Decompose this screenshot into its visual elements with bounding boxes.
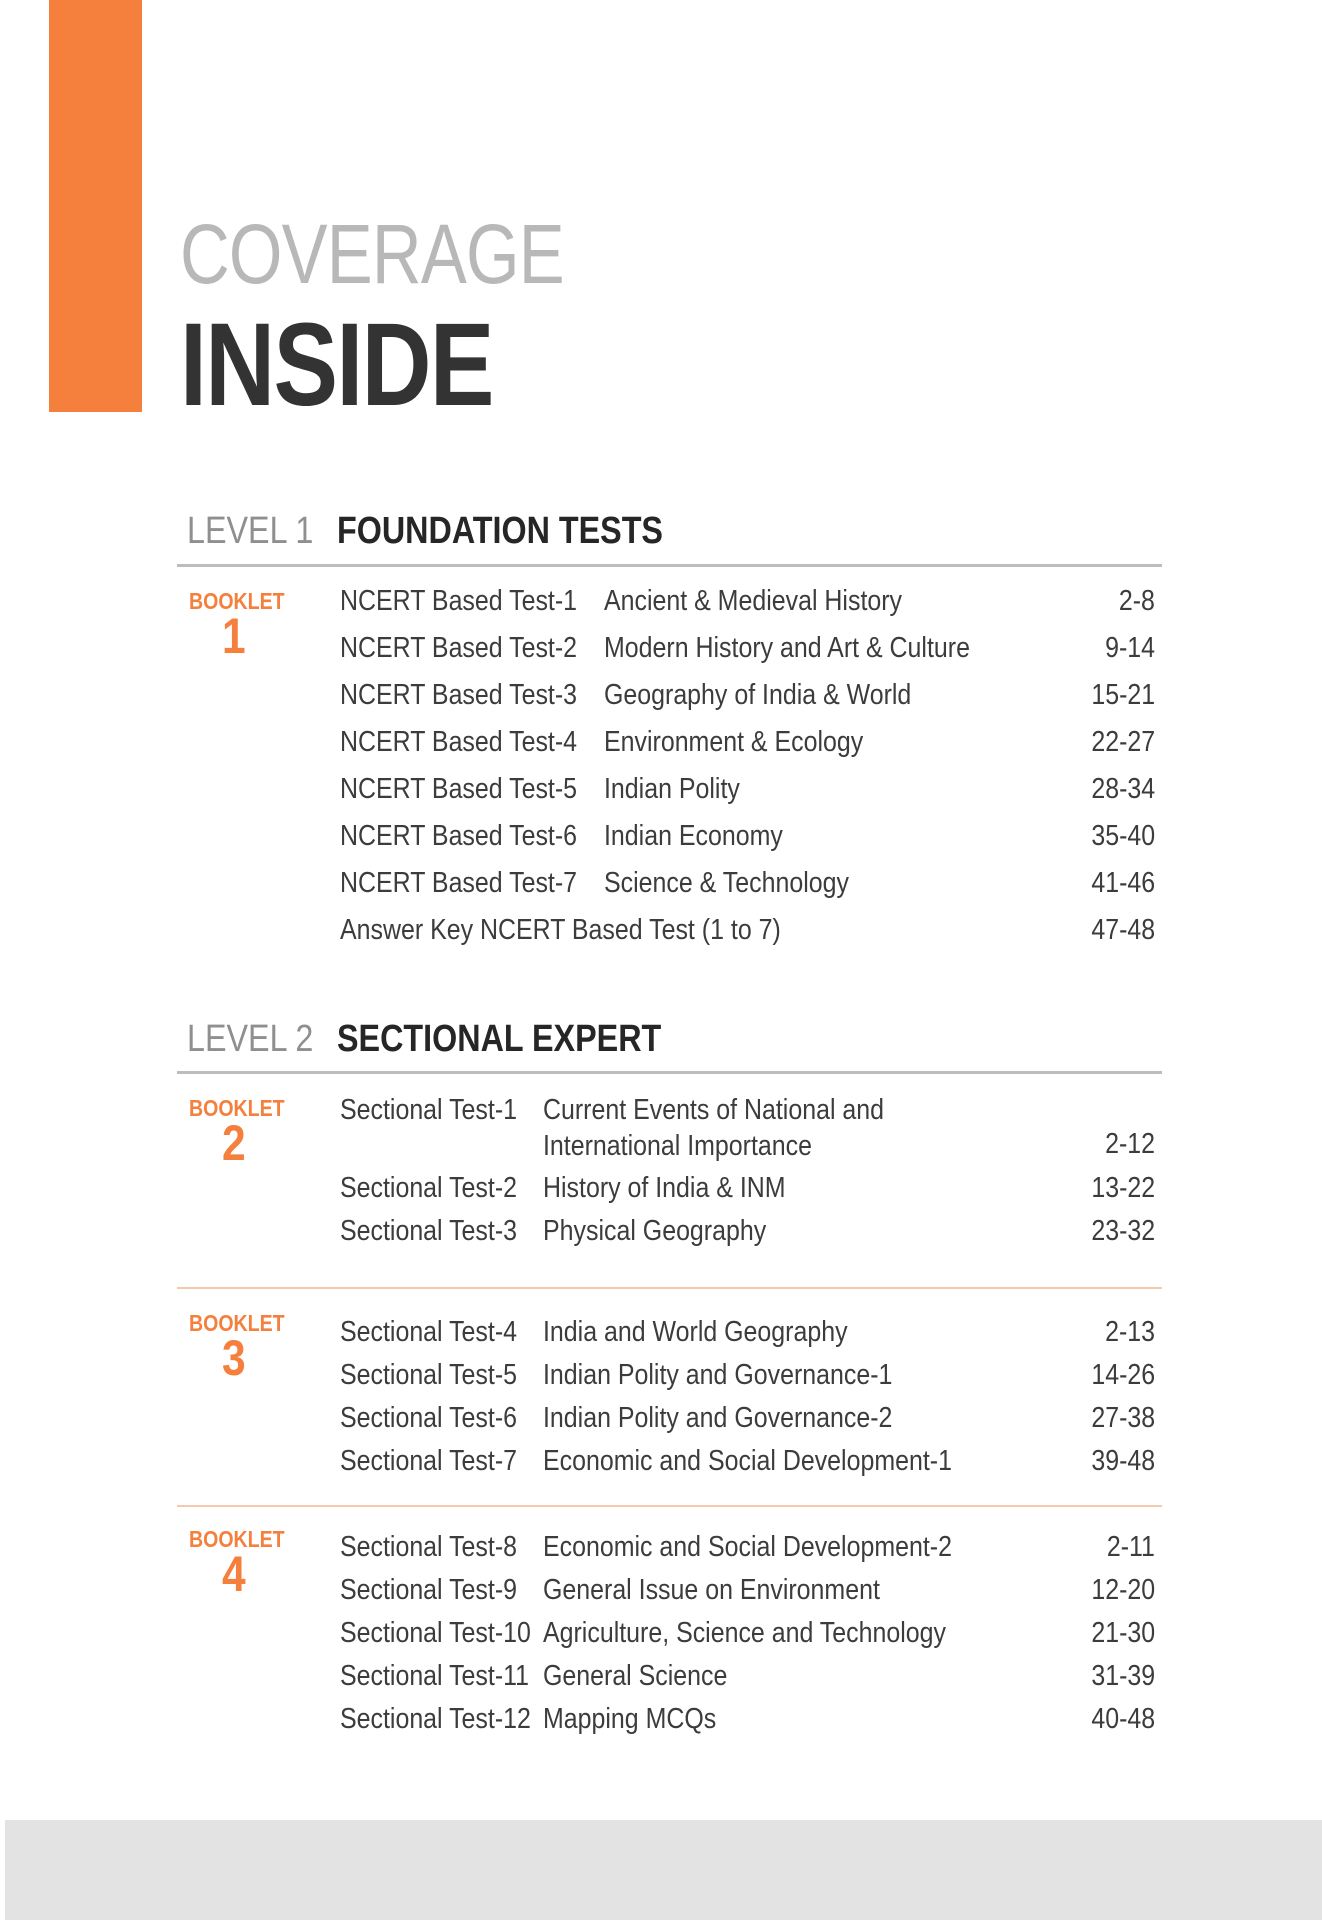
page-range: 23-32 bbox=[1091, 1215, 1155, 1247]
subject-name: Physical Geography bbox=[543, 1215, 767, 1247]
toc-row bbox=[340, 1316, 1155, 1362]
level-title: FOUNDATION TESTS bbox=[337, 510, 663, 552]
booklet-label: BOOKLET bbox=[189, 1526, 285, 1552]
test-name: Sectional Test-12 bbox=[340, 1703, 531, 1735]
toc-row bbox=[340, 679, 1155, 725]
page-range: 31-39 bbox=[1091, 1660, 1155, 1692]
test-name: Sectional Test-10 bbox=[340, 1617, 531, 1649]
subject-name: India and World Geography bbox=[543, 1316, 848, 1348]
test-name: Sectional Test-8 bbox=[340, 1531, 517, 1563]
page-range: 39-48 bbox=[1091, 1445, 1155, 1477]
page-range: 47-48 bbox=[1091, 914, 1155, 946]
test-name: NCERT Based Test-7 bbox=[340, 867, 578, 899]
subject-name: Mapping MCQs bbox=[543, 1703, 717, 1735]
subject-name: History of India & INM bbox=[543, 1172, 786, 1204]
booklet-number: 1 bbox=[222, 608, 246, 664]
test-name: Sectional Test-9 bbox=[340, 1574, 517, 1606]
test-name: NCERT Based Test-5 bbox=[340, 773, 578, 805]
subject-name: Economic and Social Development-2 bbox=[543, 1531, 952, 1563]
booklet-divider bbox=[177, 1287, 1162, 1289]
page-range: 2-12 bbox=[1105, 1128, 1155, 1160]
level-2-heading bbox=[187, 1018, 718, 1061]
toc-row bbox=[340, 773, 1155, 819]
page-range: 41-46 bbox=[1091, 867, 1155, 899]
booklet-2-marker bbox=[189, 1095, 289, 1171]
booklet-divider bbox=[177, 1505, 1162, 1507]
subject-name: Indian Economy bbox=[604, 820, 783, 852]
page-range: 12-20 bbox=[1091, 1574, 1155, 1606]
subject-name: Indian Polity and Governance-1 bbox=[543, 1359, 893, 1391]
page-range: 22-27 bbox=[1091, 726, 1155, 758]
test-name: NCERT Based Test-1 bbox=[340, 585, 578, 617]
level-title: SECTIONAL EXPERT bbox=[337, 1018, 662, 1060]
page-range: 2-11 bbox=[1106, 1531, 1155, 1563]
toc-row bbox=[340, 1402, 1155, 1448]
booklet-1-marker bbox=[189, 588, 289, 664]
toc-row bbox=[340, 585, 1155, 631]
toc-row bbox=[340, 1703, 1155, 1749]
booklet-number: 4 bbox=[222, 1546, 246, 1602]
subject-name: General Science bbox=[543, 1660, 728, 1692]
page-range: 14-26 bbox=[1091, 1359, 1155, 1391]
level-label: LEVEL 1 bbox=[187, 510, 314, 552]
booklet-number: 2 bbox=[222, 1115, 246, 1171]
test-name: Sectional Test-5 bbox=[340, 1359, 517, 1391]
subject-name: Environment & Ecology bbox=[604, 726, 864, 758]
test-name: Sectional Test-4 bbox=[340, 1316, 517, 1348]
toc-row bbox=[340, 1172, 1155, 1218]
subject-name: Geography of India & World bbox=[604, 679, 912, 711]
booklet-3-marker bbox=[189, 1310, 289, 1386]
divider bbox=[177, 1071, 1162, 1074]
footer-band bbox=[5, 1820, 1322, 1920]
subject-name: Modern History and Art & Culture bbox=[604, 632, 970, 664]
page-range: 15-21 bbox=[1091, 679, 1155, 711]
page-range: 28-34 bbox=[1091, 773, 1155, 805]
subject-name: Ancient & Medieval History bbox=[604, 585, 903, 617]
page-range: 13-22 bbox=[1091, 1172, 1155, 1204]
toc-row bbox=[340, 632, 1155, 678]
level-label: LEVEL 2 bbox=[187, 1018, 314, 1060]
toc-row bbox=[340, 1094, 1155, 1170]
level-1-heading bbox=[187, 510, 721, 553]
test-name: Sectional Test-2 bbox=[340, 1172, 517, 1204]
subject-name: Indian Polity bbox=[604, 773, 740, 805]
toc-row bbox=[340, 726, 1155, 772]
page-title-coverage: COVERAGE bbox=[180, 207, 564, 301]
divider bbox=[177, 564, 1162, 567]
test-name: Answer Key NCERT Based Test (1 to 7) bbox=[340, 914, 781, 946]
subject-name: Economic and Social Development-1 bbox=[543, 1445, 952, 1477]
subject-name: General Issue on Environment bbox=[543, 1574, 880, 1606]
toc-row bbox=[340, 1359, 1155, 1405]
page-title-inside: INSIDE bbox=[180, 299, 493, 431]
subject-name: Current Events of National and International Importance bbox=[543, 1094, 885, 1162]
test-name: Sectional Test-3 bbox=[340, 1215, 517, 1247]
subject-name: Indian Polity and Governance-2 bbox=[543, 1402, 893, 1434]
test-name: NCERT Based Test-3 bbox=[340, 679, 578, 711]
toc-row bbox=[340, 867, 1155, 913]
page-range: 2-8 bbox=[1118, 585, 1155, 617]
toc-row bbox=[340, 1574, 1155, 1620]
page-range: 2-13 bbox=[1105, 1316, 1155, 1348]
page-range: 9-14 bbox=[1105, 632, 1155, 664]
test-name: Sectional Test-7 bbox=[340, 1445, 517, 1477]
page-range: 40-48 bbox=[1091, 1703, 1155, 1735]
booklet-4-marker bbox=[189, 1526, 289, 1602]
booklet-label: BOOKLET bbox=[189, 1095, 285, 1121]
toc-row bbox=[340, 1445, 1155, 1491]
subject-name: Science & Technology bbox=[604, 867, 849, 899]
toc-row bbox=[340, 914, 1155, 960]
test-name: NCERT Based Test-2 bbox=[340, 632, 578, 664]
toc-row bbox=[340, 1617, 1155, 1663]
orange-accent-bar bbox=[49, 0, 142, 412]
page-range: 21-30 bbox=[1091, 1617, 1155, 1649]
page-range: 27-38 bbox=[1091, 1402, 1155, 1434]
test-name: NCERT Based Test-6 bbox=[340, 820, 578, 852]
page-range: 35-40 bbox=[1091, 820, 1155, 852]
booklet-label: BOOKLET bbox=[189, 588, 285, 614]
toc-row bbox=[340, 1215, 1155, 1261]
test-name: Sectional Test-6 bbox=[340, 1402, 517, 1434]
toc-row bbox=[340, 1531, 1155, 1577]
booklet-label: BOOKLET bbox=[189, 1310, 285, 1336]
test-name: Sectional Test-1 bbox=[340, 1094, 517, 1126]
booklet-number: 3 bbox=[222, 1330, 246, 1386]
toc-row bbox=[340, 820, 1155, 866]
toc-row bbox=[340, 1660, 1155, 1706]
subject-name: Agriculture, Science and Technology bbox=[543, 1617, 946, 1649]
test-name: Sectional Test-11 bbox=[340, 1660, 530, 1692]
test-name: NCERT Based Test-4 bbox=[340, 726, 578, 758]
